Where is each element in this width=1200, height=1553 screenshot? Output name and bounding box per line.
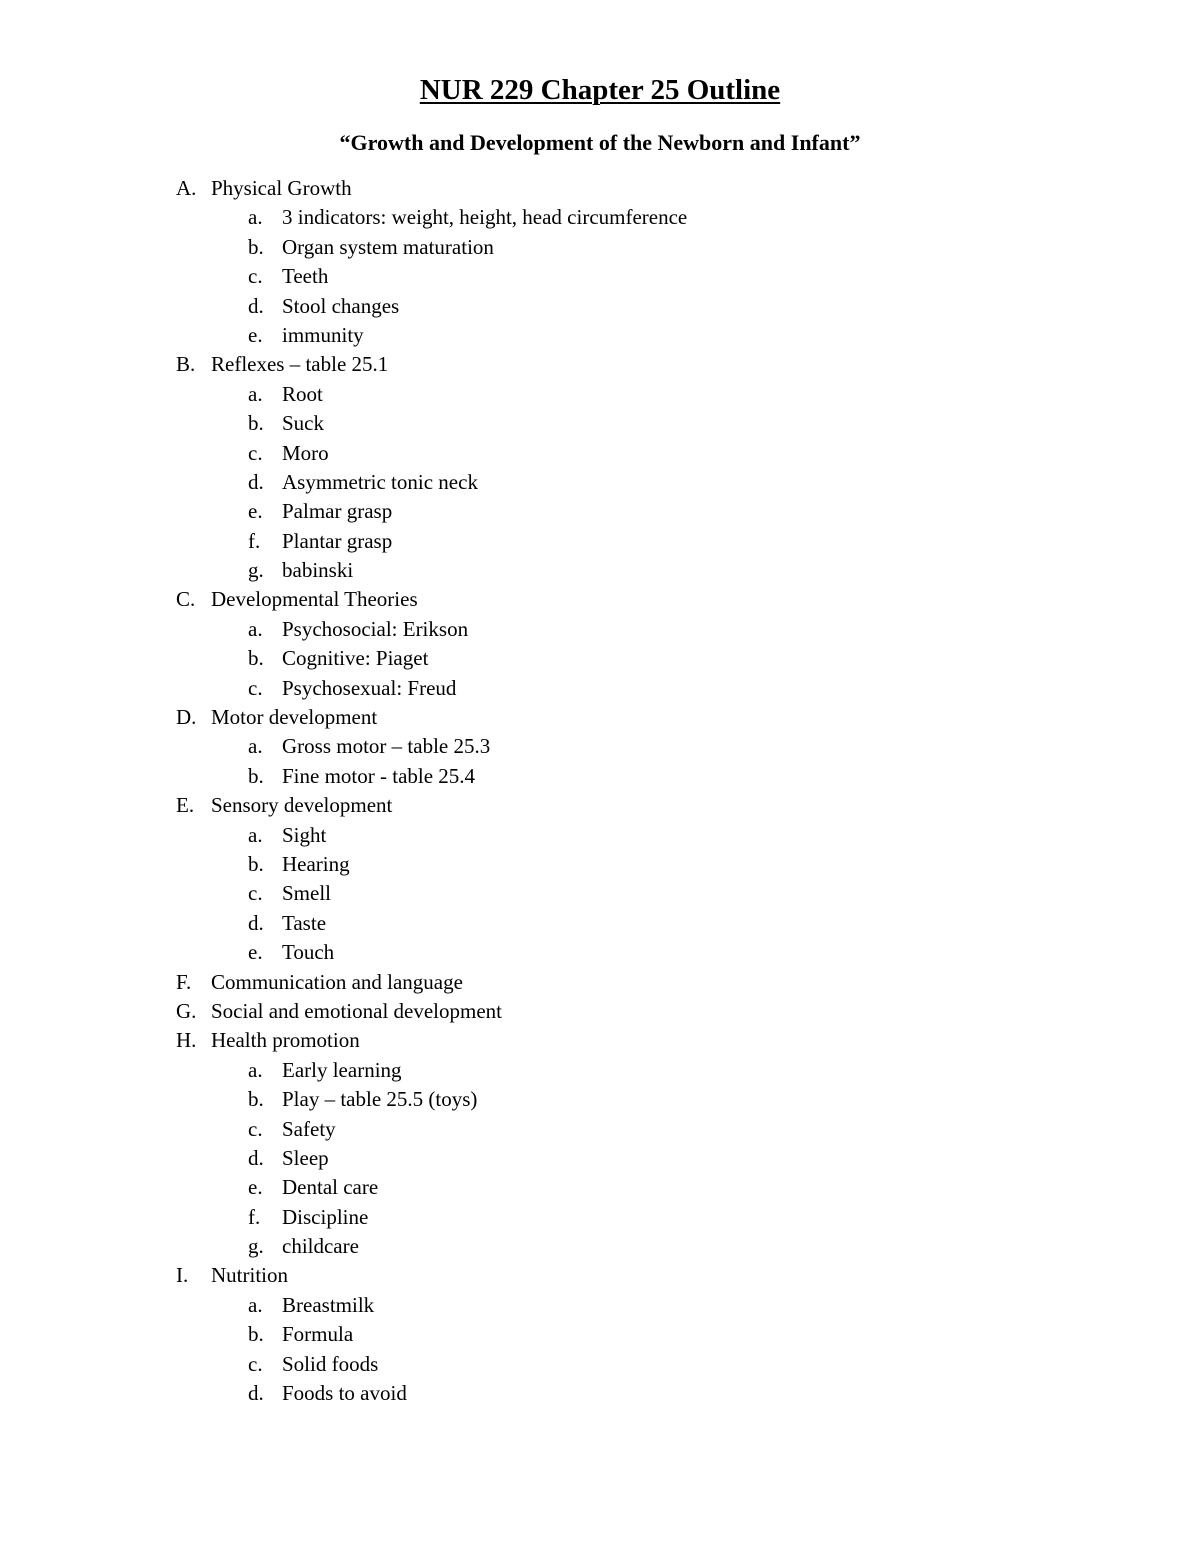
subitem-list (0, 615, 1200, 703)
subitem-marker: c. (248, 675, 263, 700)
subitem-row (0, 1203, 1200, 1232)
subitem-label: Gross motor – table 25.3 (282, 734, 491, 759)
subitem-marker: a. (248, 381, 263, 406)
list-item (0, 909, 1200, 938)
subitem-marker: a. (248, 1057, 263, 1082)
section-label: Developmental Theories (211, 587, 418, 612)
subitem-label: Dental care (282, 1175, 379, 1200)
list-item (0, 380, 1200, 409)
subitem-label: Teeth (282, 264, 329, 289)
list-item (0, 879, 1200, 908)
list-item (0, 1291, 1200, 1320)
list-item (0, 292, 1200, 321)
outline-section (0, 968, 1200, 997)
subitem-label: Touch (282, 940, 335, 965)
page-subtitle: “Growth and Development of the Newborn and Infant” (339, 130, 861, 155)
outline-section (0, 1026, 1200, 1261)
list-item (0, 1115, 1200, 1144)
list-item (0, 1085, 1200, 1114)
list-item (0, 468, 1200, 497)
section-marker: H. (176, 1028, 197, 1053)
section-marker: C. (176, 587, 196, 612)
list-item (0, 938, 1200, 967)
subitem-list (0, 203, 1200, 350)
section-marker: E. (176, 793, 195, 818)
subitem-row (0, 1056, 1200, 1085)
list-item (0, 556, 1200, 585)
subitem-marker: a. (248, 205, 263, 230)
section-label: Nutrition (211, 1263, 288, 1288)
subitem-label: Foods to avoid (282, 1381, 407, 1406)
subitem-marker: g. (248, 558, 264, 583)
section-heading (0, 174, 1200, 203)
list-item (0, 1350, 1200, 1379)
subitem-row (0, 262, 1200, 291)
list-item (0, 233, 1200, 262)
subitem-label: Sight (282, 822, 327, 847)
subitem-label: Moro (282, 440, 329, 465)
outline-section (0, 585, 1200, 703)
subitem-marker: d. (248, 293, 264, 318)
subitem-label: Safety (282, 1116, 336, 1141)
section-marker: G. (176, 998, 197, 1023)
subitem-label: Psychosexual: Freud (282, 675, 457, 700)
outline-section (0, 1261, 1200, 1408)
subitem-row (0, 850, 1200, 879)
subitem-marker: a. (248, 616, 263, 641)
subitem-row (0, 527, 1200, 556)
subitem-row (0, 1144, 1200, 1173)
subitem-marker: c. (248, 440, 263, 465)
subitem-row (0, 1379, 1200, 1408)
subitem-label: Cognitive: Piaget (282, 646, 429, 671)
subitem-label: Sleep (282, 1145, 329, 1170)
list-item (0, 762, 1200, 791)
page-title-text: NUR 229 Chapter 25 Outline (419, 74, 781, 106)
subitem-label: Early learning (282, 1057, 402, 1082)
subitem-row (0, 938, 1200, 967)
list-item (0, 821, 1200, 850)
subitem-list (0, 732, 1200, 791)
page-title (0, 70, 1200, 110)
subitem-marker: b. (248, 411, 264, 436)
list-item (0, 262, 1200, 291)
section-marker: B. (176, 352, 196, 377)
subitem-row (0, 233, 1200, 262)
subitem-label: Plantar grasp (282, 528, 393, 553)
subitem-marker: a. (248, 734, 263, 759)
list-item (0, 1144, 1200, 1173)
subitem-label: Root (282, 381, 323, 406)
subitem-row (0, 497, 1200, 526)
section-marker: A. (176, 176, 197, 200)
section-heading (0, 585, 1200, 614)
list-item (0, 203, 1200, 232)
subitem-row (0, 762, 1200, 791)
subitem-marker: e. (248, 940, 263, 965)
list-item (0, 615, 1200, 644)
subitem-row (0, 439, 1200, 468)
list-item (0, 644, 1200, 673)
subitem-marker: b. (248, 646, 264, 671)
subitem-row (0, 468, 1200, 497)
subitem-label: 3 indicators: weight, height, head circumference (282, 205, 688, 230)
subitem-label: Organ system maturation (282, 234, 494, 259)
outline-section (0, 350, 1200, 585)
list-item (0, 1379, 1200, 1408)
subitem-label: babinski (282, 558, 354, 583)
subitem-row (0, 1350, 1200, 1379)
subitem-marker: b. (248, 763, 264, 788)
subitem-row (0, 732, 1200, 761)
list-item (0, 527, 1200, 556)
subitem-label: Suck (282, 411, 324, 436)
section-heading (0, 1261, 1200, 1290)
list-item (0, 321, 1200, 350)
section-label: Health promotion (211, 1028, 360, 1053)
subitem-row (0, 821, 1200, 850)
subitem-row (0, 409, 1200, 438)
outline-list (0, 174, 1200, 1408)
subitem-row (0, 674, 1200, 703)
outline-section (0, 174, 1200, 350)
subitem-label: Taste (282, 910, 327, 935)
subitem-row (0, 1232, 1200, 1261)
subitem-marker: e. (248, 499, 263, 524)
subitem-row (0, 380, 1200, 409)
subitem-marker: d. (248, 469, 264, 494)
subitem-marker: c. (248, 1116, 263, 1141)
list-item (0, 1056, 1200, 1085)
subitem-row (0, 644, 1200, 673)
subitem-marker: d. (248, 1381, 264, 1406)
subitem-marker: c. (248, 264, 263, 289)
subitem-list (0, 380, 1200, 586)
subitem-marker: b. (248, 1322, 264, 1347)
section-label: Physical Growth (211, 176, 352, 200)
list-item (0, 1320, 1200, 1349)
subitem-row (0, 1320, 1200, 1349)
subitem-row (0, 321, 1200, 350)
subitem-marker: e. (248, 322, 263, 347)
subitem-label: Discipline (282, 1204, 369, 1229)
subitem-row (0, 1085, 1200, 1114)
section-label: Sensory development (211, 793, 393, 818)
section-label: Social and emotional development (211, 998, 503, 1023)
subitem-marker: f. (248, 528, 261, 553)
subitem-row (0, 1115, 1200, 1144)
subitem-row (0, 556, 1200, 585)
subitem-list (0, 1291, 1200, 1409)
subitem-marker: e. (248, 1175, 263, 1200)
section-heading (0, 1026, 1200, 1055)
section-label: Motor development (211, 705, 378, 730)
subitem-marker: b. (248, 851, 264, 876)
section-label: Communication and language (211, 969, 463, 994)
subitem-marker: g. (248, 1234, 264, 1259)
section-label: Reflexes – table 25.1 (211, 352, 389, 377)
subitem-label: Hearing (282, 851, 350, 876)
subitem-marker: d. (248, 910, 264, 935)
subitem-label: Stool changes (282, 293, 400, 318)
list-item (0, 732, 1200, 761)
subitem-row (0, 615, 1200, 644)
section-marker: D. (176, 705, 197, 730)
subitem-marker: b. (248, 1087, 264, 1112)
subitem-row (0, 203, 1200, 232)
list-item (0, 497, 1200, 526)
section-heading (0, 997, 1200, 1026)
subitem-label: Smell (282, 881, 332, 906)
subitem-label: immunity (282, 322, 364, 347)
subitem-marker: a. (248, 822, 263, 847)
subitem-label: Formula (282, 1322, 354, 1347)
outline-section (0, 703, 1200, 791)
subitem-list (0, 1056, 1200, 1262)
subitem-label: Solid foods (282, 1351, 379, 1376)
subitem-marker: b. (248, 234, 264, 259)
outline-section (0, 997, 1200, 1026)
section-heading (0, 968, 1200, 997)
subitem-row (0, 1291, 1200, 1320)
subitem-label: Palmar grasp (282, 499, 393, 524)
subitem-list (0, 821, 1200, 968)
subitem-label: Fine motor - table 25.4 (282, 763, 476, 788)
section-marker: F. (176, 969, 192, 994)
section-heading (0, 350, 1200, 379)
subitem-marker: f. (248, 1204, 261, 1229)
section-heading (0, 703, 1200, 732)
subitem-label: Play – table 25.5 (toys) (282, 1087, 478, 1112)
subitem-marker: d. (248, 1145, 264, 1170)
subitem-label: Psychosocial: Erikson (282, 616, 469, 641)
subitem-label: Asymmetric tonic neck (282, 469, 478, 494)
list-item (0, 409, 1200, 438)
list-item (0, 1232, 1200, 1261)
subitem-marker: a. (248, 1292, 263, 1317)
subitem-label: Breastmilk (282, 1292, 375, 1317)
list-item (0, 674, 1200, 703)
list-item (0, 1173, 1200, 1202)
subitem-marker: c. (248, 1351, 263, 1376)
subitem-row (0, 1173, 1200, 1202)
subitem-marker: c. (248, 881, 263, 906)
list-item (0, 850, 1200, 879)
subitem-row (0, 909, 1200, 938)
outline-section (0, 791, 1200, 967)
section-heading (0, 791, 1200, 820)
subitem-row (0, 292, 1200, 321)
subitem-label: childcare (282, 1234, 359, 1259)
list-item (0, 439, 1200, 468)
section-marker: I. (176, 1263, 189, 1288)
subitem-row (0, 879, 1200, 908)
list-item (0, 1203, 1200, 1232)
